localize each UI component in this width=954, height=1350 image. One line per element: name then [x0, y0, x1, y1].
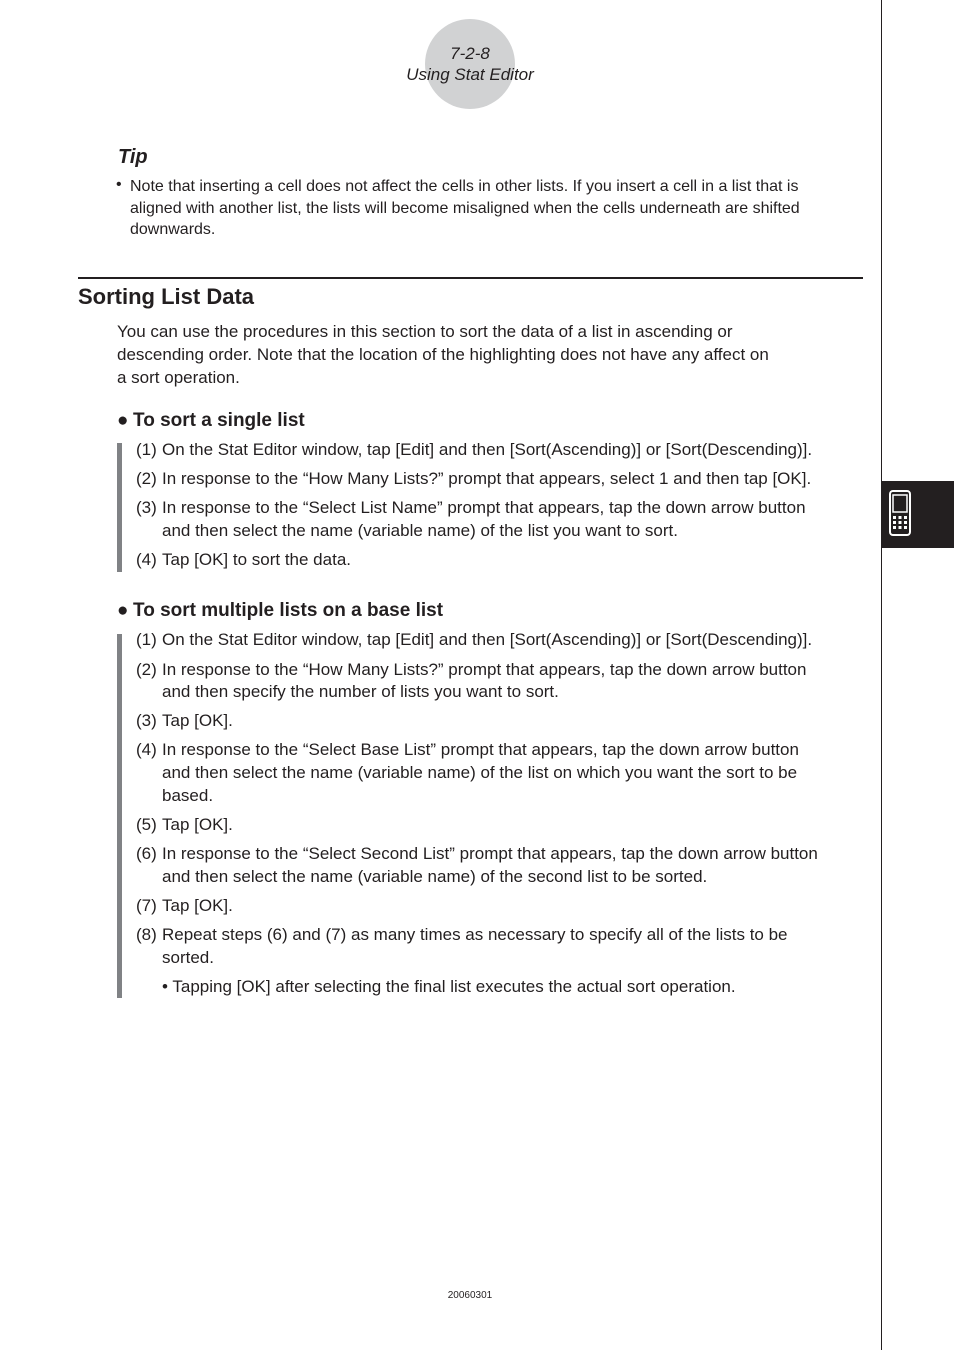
calculator-icon — [888, 490, 912, 536]
step-continuation: and then select the name (variable name) of the second list to be sorted. — [162, 867, 708, 886]
intro-line: a sort operation. — [117, 368, 240, 387]
footer-code: 20060301 — [447, 1290, 493, 1301]
step-item: (4) In response to the “Select Base List” prompt that appears, tap the down arrow button — [136, 740, 799, 759]
step-item: (5) Tap [OK]. — [136, 815, 233, 834]
tip-text — [130, 176, 800, 241]
tip-line: Note that inserting a cell does not affect the cells in other lists. If you insert a cell in a list that is — [130, 178, 799, 195]
section-running-title: Using Stat Editor — [406, 65, 534, 84]
page-margin-line — [881, 0, 882, 1350]
section-divider — [78, 277, 863, 279]
step-item: (2) In response to the “How Many Lists?” prompt that appears, select 1 and then tap [OK]. — [136, 469, 812, 488]
tip-line: downwards. — [130, 221, 216, 238]
step-item: (3) In response to the “Select List Name” prompt that appears, tap the down arrow button — [136, 498, 806, 517]
step-item: (1) On the Stat Editor window, tap [Edit] and then [Sort(Ascending)] or [Sort(Descending)]. — [136, 440, 813, 459]
procedure-bar — [117, 443, 122, 572]
intro-line: descending order. Note that the location of the highlighting does not have any affect on — [117, 345, 769, 364]
section-intro — [117, 320, 769, 389]
step-continuation: sorted. — [162, 948, 214, 967]
step-continuation: and then specify the number of lists you want to sort. — [162, 682, 559, 701]
step-continuation: and then select the name (variable name) of the list on which you want the sort to be — [162, 763, 798, 782]
step-item: (7) Tap [OK]. — [136, 896, 233, 915]
step-item: (8) Repeat steps (6) and (7) as many times as necessary to specify all of the lists to be — [136, 925, 788, 944]
step-item: (1) On the Stat Editor window, tap [Edit] and then [Sort(Ascending)] or [Sort(Descending)]. — [136, 630, 813, 649]
bullet-dot: ● — [117, 600, 129, 621]
section-heading: Sorting List Data — [78, 284, 255, 309]
step-item: (3) Tap [OK]. — [136, 711, 233, 730]
step-item: (4) Tap [OK] to sort the data. — [136, 550, 351, 569]
step-item: (2) In response to the “How Many Lists?” prompt that appears, tap the down arrow button — [136, 660, 807, 679]
bullet-dot: ● — [117, 410, 129, 431]
page-number-circle — [425, 19, 515, 109]
procedure-heading-single: ● To sort a single list — [117, 410, 305, 431]
step-item: (6) In response to the “Select Second List” prompt that appears, tap the down arrow button — [136, 844, 818, 863]
tip-title: Tip — [118, 146, 148, 168]
page-number: 7-2-8 — [450, 44, 490, 63]
step-note: • Tapping [OK] after selecting the final list executes the actual sort operation. — [162, 977, 736, 996]
intro-line: You can use the procedures in this section to sort the data of a list in ascending or — [117, 322, 733, 341]
tip-bullet: • — [116, 176, 122, 193]
chapter-tab — [882, 481, 954, 548]
procedure-bar — [117, 634, 122, 998]
procedure-heading-multiple: ● To sort multiple lists on a base list — [117, 600, 444, 621]
tip-line: aligned with another list, the lists will become misaligned when the cells underneath are shifted — [130, 199, 800, 217]
step-continuation: based. — [162, 786, 214, 805]
step-continuation: and then select the name (variable name) of the list you want to sort. — [162, 521, 678, 540]
